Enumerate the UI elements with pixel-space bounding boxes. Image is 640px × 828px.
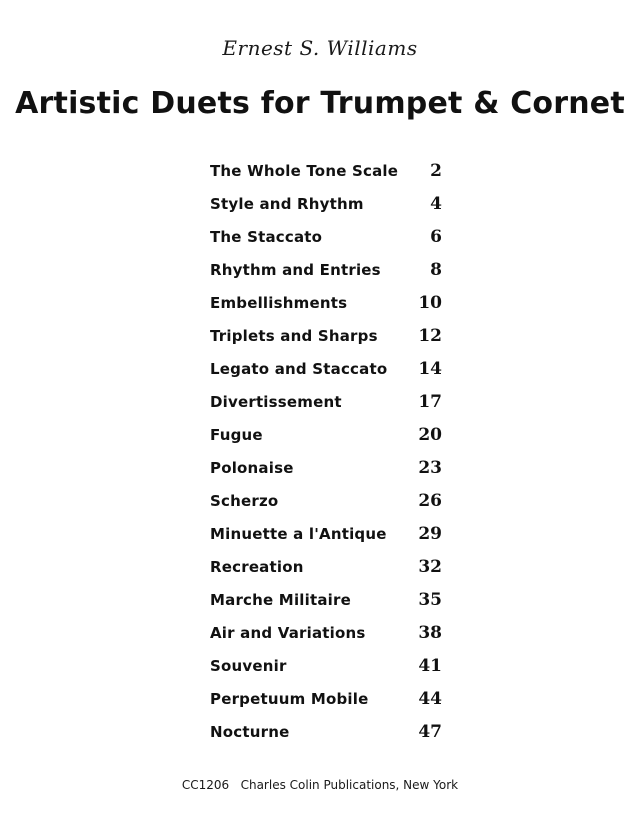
- toc-entry-title: The Staccato: [210, 228, 323, 246]
- toc-entry-page: 26: [418, 491, 442, 511]
- toc-entry: [210, 390, 442, 423]
- toc-entry-title: Divertissement: [210, 393, 342, 411]
- toc-entry-page: 44: [418, 689, 442, 709]
- toc-entry-page: 47: [418, 722, 442, 742]
- toc-entry-title: Scherzo: [210, 492, 279, 510]
- toc-entry: [210, 159, 442, 192]
- toc-entry: [210, 621, 442, 654]
- toc-entry-page: 29: [418, 524, 442, 544]
- toc-entry-page: 10: [418, 293, 442, 313]
- toc-entry-page: 35: [418, 590, 442, 610]
- toc-entry-title: Nocturne: [210, 723, 290, 741]
- toc-entry-page: 6: [430, 227, 442, 247]
- toc-entry-title: Embellishments: [210, 294, 348, 312]
- toc-entry: [210, 423, 442, 456]
- toc-entry-page: 8: [430, 260, 442, 280]
- toc-entry: [210, 720, 442, 753]
- toc-entry-page: 38: [418, 623, 442, 643]
- toc-entry: [210, 588, 442, 621]
- table-of-contents: [210, 159, 442, 753]
- toc-entry-title: The Whole Tone Scale: [210, 162, 399, 180]
- toc-entry-page: 14: [418, 359, 442, 379]
- toc-entry-page: 41: [418, 656, 442, 676]
- toc-entry-title: Perpetuum Mobile: [210, 690, 369, 708]
- toc-entry: [210, 291, 442, 324]
- toc-entry-title: Polonaise: [210, 459, 294, 477]
- toc-entry-page: 20: [418, 425, 442, 445]
- toc-entry-title: Rhythm and Entries: [210, 261, 381, 279]
- toc-entry-page: 32: [418, 557, 442, 577]
- toc-entry-title: Minuette a l'Antique: [210, 525, 387, 543]
- toc-entry: [210, 357, 442, 390]
- book-title: Artistic Duets for Trumpet & Cornet: [15, 86, 625, 121]
- toc-entry-title: Marche Militaire: [210, 591, 351, 609]
- toc-entry: [210, 225, 442, 258]
- toc-entry-page: 2: [430, 161, 442, 181]
- toc-entry: [210, 489, 442, 522]
- toc-entry: [210, 456, 442, 489]
- toc-entry-title: Style and Rhythm: [210, 195, 364, 213]
- toc-entry-title: Triplets and Sharps: [210, 327, 378, 345]
- toc-entry-title: Souvenir: [210, 657, 287, 675]
- toc-entry: [210, 687, 442, 720]
- toc-entry-page: 17: [418, 392, 442, 412]
- toc-entry: [210, 192, 442, 225]
- toc-entry-page: 4: [430, 194, 442, 214]
- toc-entry-page: 23: [418, 458, 442, 478]
- toc-entry-title: Legato and Staccato: [210, 360, 388, 378]
- toc-entry: [210, 555, 442, 588]
- toc-entry: [210, 324, 442, 357]
- toc-entry: [210, 654, 442, 687]
- toc-entry-title: Recreation: [210, 558, 304, 576]
- toc-entry-title: Fugue: [210, 426, 263, 444]
- publisher-footer: CC1206 Charles Colin Publications, New York: [181, 778, 459, 792]
- toc-entry-page: 12: [418, 326, 442, 346]
- toc-entry: [210, 258, 442, 291]
- toc-entry-title: Air and Variations: [210, 624, 366, 642]
- author-name: Ernest S. Williams: [222, 36, 418, 60]
- toc-entry: [210, 522, 442, 555]
